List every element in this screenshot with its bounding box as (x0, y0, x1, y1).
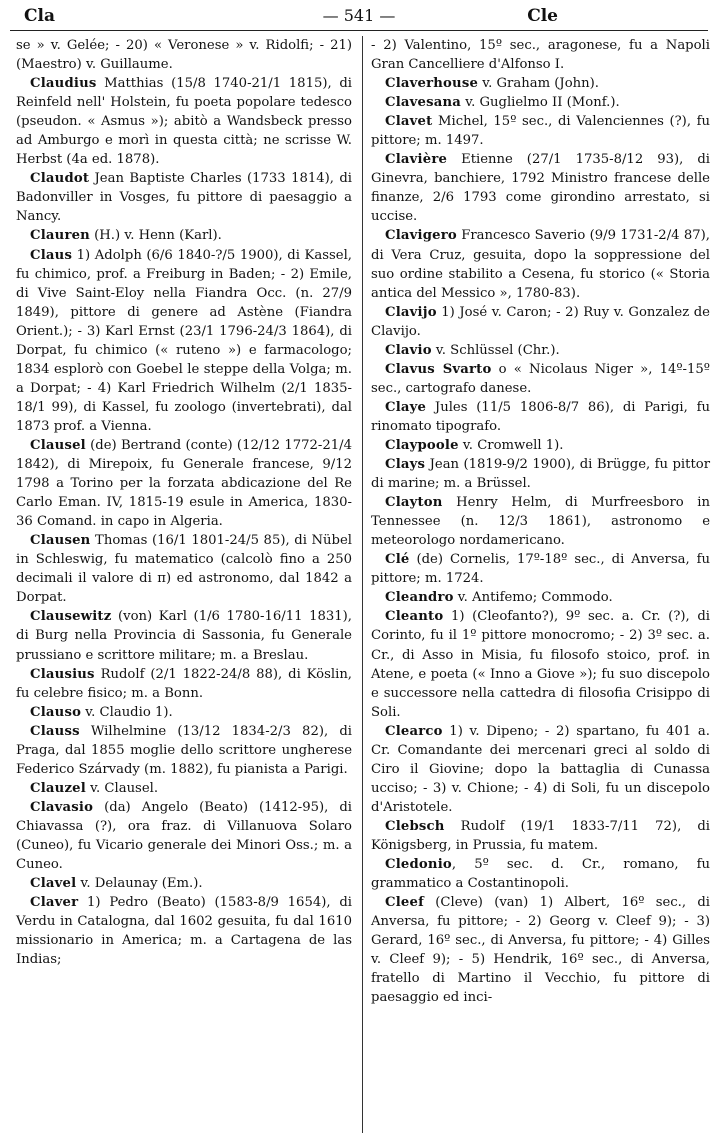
dictionary-entry (16, 531, 352, 607)
dictionary-entry (371, 93, 710, 112)
entry-text: o « Nicolaus Niger », 14º-15º sec., cartografo danese. (371, 361, 710, 396)
entry-headword: Clauren (30, 228, 90, 244)
dictionary-entry (371, 455, 710, 493)
entry-text: v. Antifemo; Commodo. (453, 590, 613, 606)
entry-headword: Clavesana (385, 95, 462, 111)
dictionary-entry (371, 360, 710, 398)
entry-text: 1) Pedro (Beato) (1583-8/9 1654), di Verdu in Catalogna, dal 1602 gesuita, fu dal 1610 missionario in America; m. a Cartagena de las Indias; (16, 895, 352, 968)
entry-headword: Clays (385, 457, 426, 473)
entry-text: Thomas (16/1 1801-24/5 85), di Nübel in Schleswig, fu matematico (calcolò fino a 250 decimali il valore di π) ed astronomo, dal 1842 a Dorpat. (16, 533, 352, 606)
page-number: — 541 — (322, 6, 396, 25)
dictionary-entry (371, 112, 710, 150)
entry-headword: Clausen (30, 533, 91, 549)
entry-text: Francesco Saverio (9/9 1731-2/4 87), di Vera Cruz, gesuita, dopo la soppressione del suo ordine stabilito a Cesena, fu storico (« Storia antica del Messico », 1780-83). (371, 228, 710, 301)
entry-headword: Clavus Svarto (385, 361, 492, 377)
entry-text: 1) José v. Caron; - 2) Ruy v. Gonzalez de Clavijo. (371, 304, 710, 339)
entry-text: Henry Helm, di Murfreesboro in Tennessee (n. 12/3 1861), astronomo e meteorologo nordamericano. (371, 495, 710, 549)
dictionary-entry (16, 36, 352, 74)
entry-headword: Clauso (30, 704, 82, 720)
entry-text: Jules (11/5 1806-8/7 86), di Parigi, fu rinomato tipografo. (371, 399, 710, 434)
entry-text: v. Claudio 1). (81, 704, 173, 720)
entry-text: Wilhelmine (13/12 1834-2/3 82), di Praga, dal 1855 moglie dello scrittore ungherese Federico Szárvady (m. 1882), fu pianista a Parigi. (16, 723, 352, 777)
dictionary-entry (371, 341, 710, 360)
entry-text: (de) Bertrand (conte) (12/12 1772-21/4 1842), di Mirepoix, fu Generale francese, 9/12 1798 a Torino per la forzata abdicazione del Re Carlo Eman. IV, 1815-19 esule in America, 1830-36 Comand. in capo in Algeria. (16, 437, 352, 530)
entry-text: v. Schlüssel (Chr.). (431, 342, 560, 358)
entry-headword: Claverhouse (385, 76, 479, 92)
entry-text: v. Delaunay (Em.). (76, 876, 203, 892)
entry-headword: Claudius (30, 76, 97, 92)
dictionary-entry (16, 779, 352, 798)
entry-text: Rudolf (2/1 1822-24/8 88), di Köslin, fu celebre fisico; m. a Bonn. (16, 666, 352, 701)
entry-text: (H.) v. Henn (Karl). (89, 228, 222, 244)
entry-headword: Clavel (30, 876, 77, 892)
entry-headword: Claudot (30, 171, 90, 187)
entry-headword: Clausewitz (30, 609, 112, 625)
dictionary-entry (371, 150, 710, 226)
columns (10, 36, 708, 1133)
entry-text: Jean (1819-9/2 1900), di Brügge, fu pittor di marine; m. a Brüssel. (371, 457, 710, 492)
dictionary-entry (16, 665, 352, 703)
page-header (10, 4, 708, 32)
dictionary-entry (371, 550, 710, 588)
entry-headword: Claypoole (385, 437, 459, 453)
dictionary-entry (16, 246, 352, 436)
dictionary-entry (371, 855, 710, 893)
left-column (16, 36, 352, 969)
dictionary-entry (371, 398, 710, 436)
header-rule (10, 30, 708, 31)
dictionary-entry (16, 722, 352, 779)
dictionary-entry (371, 74, 710, 93)
entry-text: Jean Baptiste Charles (1733 1814), di Badonviller in Vosges, fu pittore di paesaggio a Nancy. (16, 171, 352, 225)
entry-text: Rudolf (19/1 1833-7/11 72), di Königsberg, in Prussia, fu matem. (371, 818, 710, 853)
entry-headword: Clauss (30, 723, 80, 739)
entry-headword: Clearco (385, 723, 443, 739)
entry-text: se » v. Gelée; - 20) « Veronese » v. Ridolfi; - 21) (Maestro) v. Guillaume. (16, 38, 352, 73)
entry-text: , 5º sec. d. Cr., romano, fu grammatico a Costantinopoli. (371, 857, 710, 892)
dictionary-entry (371, 36, 710, 74)
right-column (371, 36, 710, 1007)
dictionary-entry (16, 169, 352, 226)
entry-text: 1) (Cleofanto?), 9º sec. a. Cr. (?), di Corinto, fu il 1º pittore monocromo; - 2) 3º sec. a. Cr., di Asso in Misia, fu filosofo stoico, prof. in Atene, e poeta (« Inno a Giove »); fu suo discepolo e successore nella cattedra di filosofia Crisippo di Soli. (371, 609, 710, 720)
entry-headword: Clavigero (385, 228, 457, 244)
entry-text: (da) Angelo (Beato) (1412-95), di Chiavassa (?), ora fraz. di Villanuova Solaro (Cuneo), fu Vicario generale dei Minori Oss.; m. a Cuneo. (16, 799, 352, 873)
dictionary-entry (371, 607, 710, 721)
dictionary-entry (371, 722, 710, 817)
entry-headword: Clavière (385, 152, 448, 168)
entry-text: v. Guglielmo II (Monf.). (461, 95, 620, 111)
entry-text: v. Cromwell 1). (458, 437, 564, 453)
entry-text: (Cleve) (van) 1) Albert, 16º sec., di Anversa, fu pittore; - 2) Georg v. Cleef 9); - 3) Gerard, 16º sec., di Anversa, fu pittore; - 4) Gilles v. Cleef 9); - 5) Hendrik, 16º sec., di Anversa, fratello di Martino il Vecchio, fu pittore di paesaggio ed inci- (371, 895, 710, 1006)
dictionary-entry (16, 874, 352, 893)
entry-text: v. Clausel. (85, 780, 159, 796)
entry-headword: Clebsch (385, 818, 445, 834)
dictionary-entry (16, 798, 352, 874)
entry-headword: Claver (30, 895, 79, 911)
entry-headword: Clavet (385, 114, 433, 130)
dictionary-entry (16, 893, 352, 969)
dictionary-entry (371, 588, 710, 607)
dictionary-entry (16, 74, 352, 169)
entry-text: Matthias (15/8 1740-21/1 1815), di Reinfeld nell' Holstein, fu poeta popolare tedesco (pseudon. « Asmus »); abitò a Wandsbeck presso ad Amburgo e morì in questa città; ne scrisse W. Herbst (4a ed. 1878). (16, 76, 352, 168)
dictionary-entry (16, 703, 352, 722)
entry-headword: Cleandro (385, 590, 454, 606)
dictionary-entry (371, 436, 710, 455)
entry-text: Michel, 15º sec., di Valenciennes (?), fu pittore; m. 1497. (371, 114, 710, 149)
entry-headword: Clayton (385, 495, 443, 511)
dictionary-entry (16, 607, 352, 664)
dictionary-entry (371, 817, 710, 855)
entry-text: (von) Karl (1/6 1780-16/11 1831), di Burg nella Provincia di Sassonia, fu Generale prussiano e scrittore militare; m. a Breslau. (16, 609, 352, 663)
dictionary-entry (371, 303, 710, 341)
entry-headword: Claus (30, 247, 73, 263)
entry-headword: Clavio (385, 342, 432, 358)
entry-headword: Cleanto (385, 609, 444, 625)
column-divider (362, 36, 363, 1133)
entry-headword: Clauzel (30, 780, 86, 796)
entry-text: v. Graham (John). (478, 76, 599, 92)
entry-text: (de) Cornelis, 17º-18º sec., di Anversa, fu pittore; m. 1724. (371, 552, 710, 587)
entry-headword: Clausius (30, 666, 95, 682)
entry-headword: Claye (385, 399, 427, 415)
entry-text: 1) Adolph (6/6 1840-?/5 1900), di Kassel, fu chimico, prof. a Freiburg in Baden; - 2) Emile, di Vive Saint-Eloy nella Fiandra Occ. (n. 27/9 1849), pittore di genere ad Astène (Fiandra Orient.); - 3) Karl Ernst (23/1 1796-24/3 1864), di Dorpat, fu chimico (« ruteno ») e farmacologo; 1834 esplorò con Goebel le steppe della Volga; m. a Dorpat; - 4) Karl Friedrich Wilhelm (2/1 1835-18/1 99), di Kassel, fu zoologo (invertebrati), dal 1873 prof. a Vienna. (16, 247, 352, 434)
dictionary-entry (371, 226, 710, 302)
entry-headword: Clausel (30, 437, 86, 453)
entry-headword: Clavijo (385, 304, 437, 320)
header-right-guide-word: Cle (527, 6, 558, 26)
entry-text: Etienne (27/1 1735-8/12 93), di Ginevra, banchiere, 1792 Ministro francese delle finanze, 2/6 1793 come girondino arrestato, si uccise. (371, 152, 710, 225)
entry-headword: Clé (385, 552, 410, 568)
dictionary-entry (16, 226, 352, 245)
entry-text: 1) v. Dipeno; - 2) spartano, fu 401 a. Cr. Comandante dei mercenari greci al soldo di Ciro il Giovine; dopo la battaglia di Cunassa ucciso; - 3) v. Chione; - 4) di Soli, fu un discepolo d'Aristotele. (371, 723, 710, 815)
entry-headword: Cledonio (385, 857, 452, 873)
entry-headword: Clavasio (30, 799, 94, 815)
header-left-guide-word: Cla (24, 6, 56, 26)
dictionary-entry (371, 893, 710, 1007)
entry-headword: Cleef (385, 895, 424, 911)
entry-text: - 2) Valentino, 15º sec., aragonese, fu a Napoli Gran Cancelliere d'Alfonso I. (371, 38, 710, 73)
dictionary-entry (371, 493, 710, 550)
dictionary-entry (16, 436, 352, 531)
